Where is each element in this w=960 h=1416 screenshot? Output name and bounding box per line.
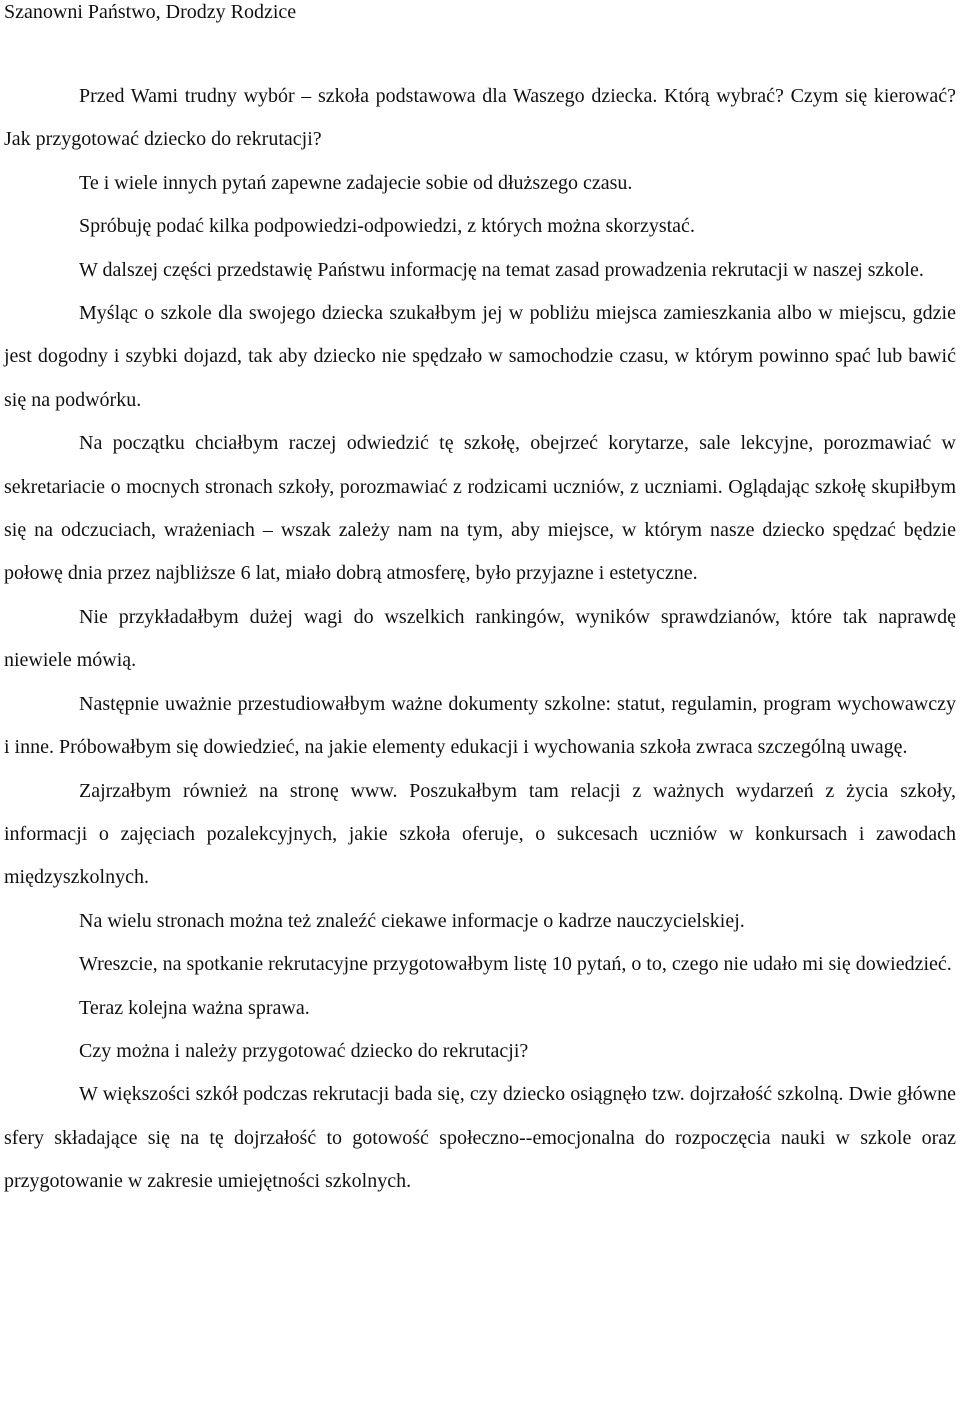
paragraph-next-topic: Teraz kolejna ważna sprawa. (79, 996, 310, 1019)
paragraph-questions: Te i wiele innych pytań zapewne zadajecie sobie od dłuższego czasu. (79, 171, 633, 194)
paragraph-rankings: Nie przykładałbym dużej wagi do wszelkich rankingów, wyników sprawdzianów, które tak naprawdę niewiele mówią. (4, 605, 956, 672)
paragraph-readiness: W większości szkół podczas rekrutacji bada się, czy dziecko osiągnęło tzw. dojrzałość szkolną. Dwie główne sfery składające się na tę dojrzałość to gotowość społeczno--emocjonalna do rozpoczęcia nauki w szkole oraz przygotowanie w zakresie umiejętności szkolnych. (4, 1083, 956, 1193)
paragraph-website: Zajrzałbym również na stronę www. Poszukałbym tam relacji z ważnych wydarzeń z życia szkoły, informacji o zajęciach pozalekcyjnych, jakie szkoła oferuje, o sukcesach uczniów w konkursach i zawodach międzyszkolnych. (4, 779, 956, 889)
paragraph-hints: Spróbuję podać kilka podpowiedzi-odpowiedzi, z których można skorzystać. (79, 215, 695, 238)
paragraph-documents: Następnie uważnie przestudiowałbym ważne dokumenty szkolne: statut, regulamin, program wychowawczy i inne. Próbowałbym się dowiedzieć, na jakie elementy edukacji i wychowania szkoła zwraca szczególną uwagę. (4, 692, 956, 759)
document-body (4, 75, 956, 1204)
paragraph-rules-info: W dalszej części przedstawię Państwu informację na temat zasad prowadzenia rekrutacji w naszej szkole. (79, 258, 924, 281)
paragraph-visit: Na początku chciałbym raczej odwiedzić tę szkołę, obejrzeć korytarze, sale lekcyjne, porozmawiać w sekretariacie o mocnych stronach szkoły, porozmawiać z rodzicami uczniów, z uczniami. Oglądając szkołę skupiłbym się na odczuciach, wrażeniach – wszak zależy nam na tym, aby miejsce, w którym nasze dziecko spędzać będzie połowę dnia przez najbliższe 6 lat, miało dobrą atmosferę, było przyjazne i estetyczne. (4, 432, 956, 585)
paragraph-location: Myśląc o szkole dla swojego dziecka szukałbym jej w pobliżu miejsca zamieszkania albo w miejscu, gdzie jest dogodny i szybki dojazd, tak aby dziecko nie spędzało w samochodzie czasu, w którym powinno spać lub bawić się na podwórku. (4, 302, 956, 411)
salutation: Szanowni Państwo, Drodzy Rodzice (4, 1, 297, 23)
paragraph-intro: Przed Wami trudny wybór – szkoła podstawowa dla Waszego dziecka. Którą wybrać? Czym się kierować? Jak przygotować dziecko do rekrutacji? (4, 85, 956, 151)
paragraph-prep-question: Czy można i należy przygotować dziecko do rekrutacji? (79, 1039, 529, 1062)
paragraph-teachers: Na wielu stronach można też znaleźć ciekawe informacje o kadrze nauczycielskiej. (79, 909, 745, 932)
paragraph-meeting: Wreszcie, na spotkanie rekrutacyjne przygotowałbym listę 10 pytań, o to, czego nie udało mi się dowiedzieć. (79, 953, 952, 976)
